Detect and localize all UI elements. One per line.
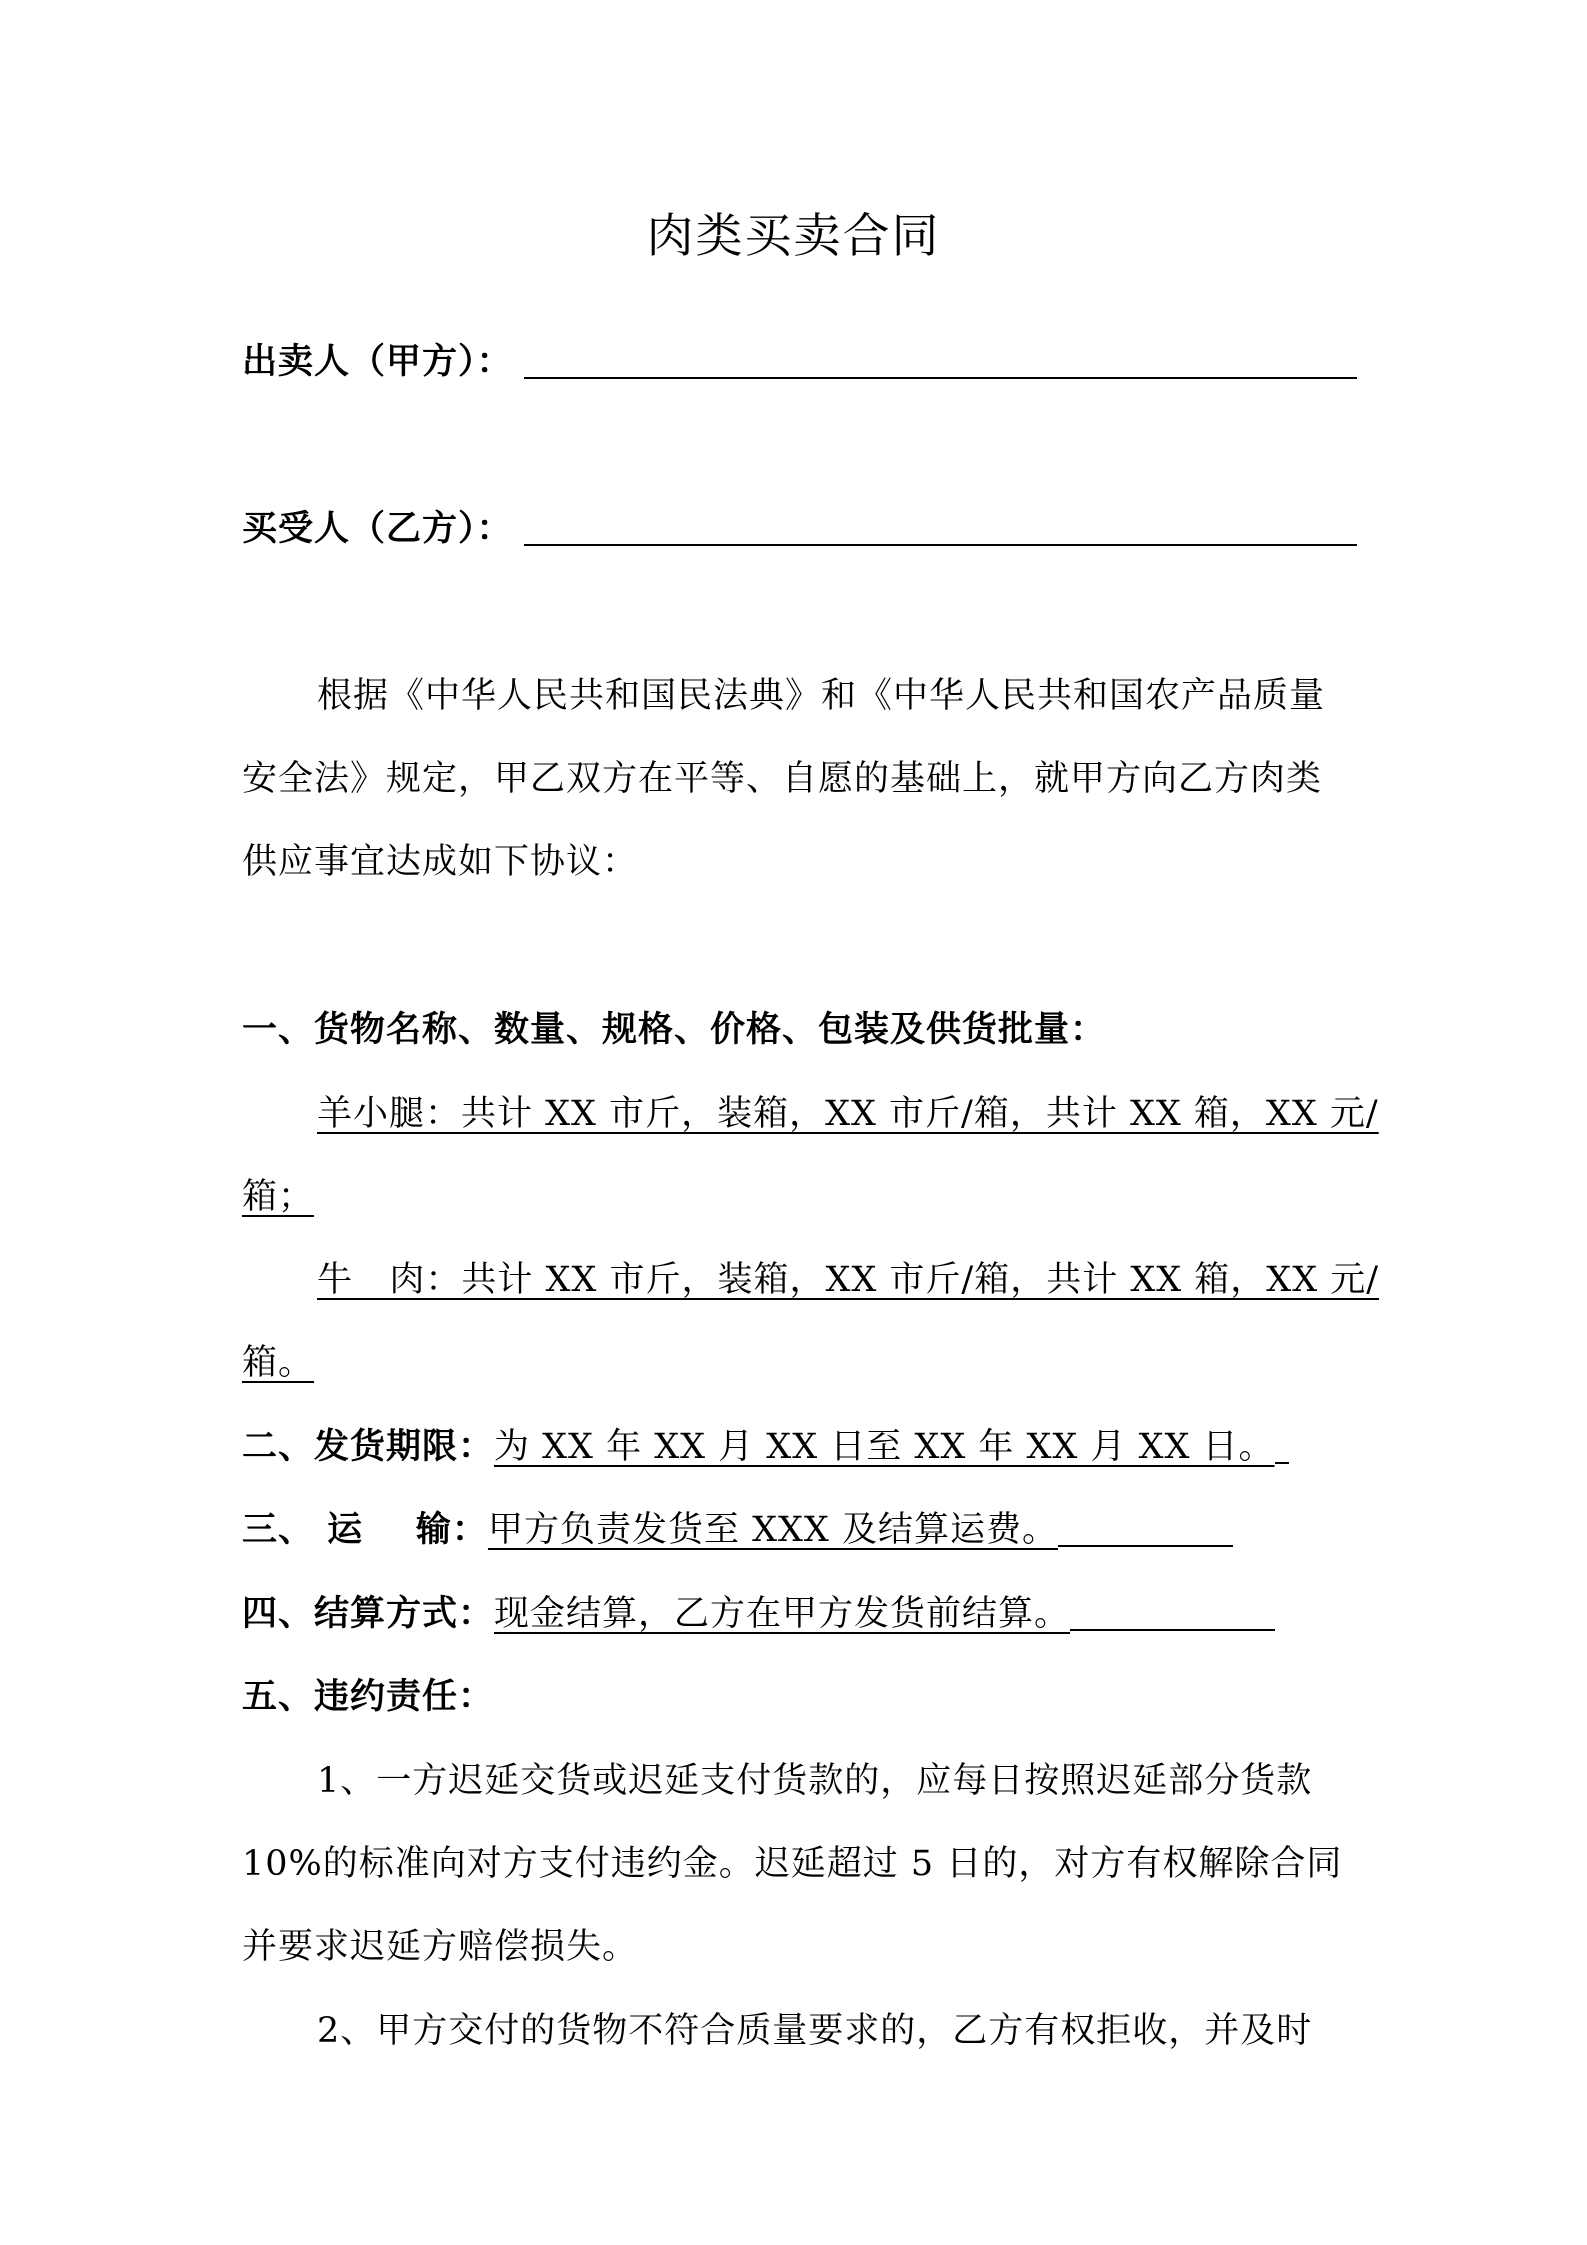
item-beef-line-1	[242, 1256, 1380, 1304]
item-lamb-line-1	[242, 1090, 1379, 1138]
item-lamb-text-1: 羊小腿：共计 XX 市斤，装箱，XX 市斤/箱，共计 XX 箱，XX 元/	[317, 1094, 1379, 1134]
section-5-heading: 五、违约责任：	[242, 1676, 495, 1717]
section-2-value: 为 XX 年 XX 月 XX 日至 XX 年 XX 月 XX 日。	[494, 1427, 1275, 1467]
clause-2-line-1: 2、甲方交付的货物不符合质量要求的，乙方有权拒收，并及时	[317, 2011, 1313, 2051]
item-beef-text-1: 牛 肉：共计 XX 市斤，装箱，XX 市斤/箱，共计 XX 箱，XX 元/	[317, 1260, 1380, 1300]
section-2-label: 二、发货期限：	[242, 1426, 495, 1467]
section-4	[242, 1590, 1357, 1638]
item-lamb-line-2	[242, 1173, 1357, 1221]
section-3	[242, 1506, 1357, 1554]
buyer-fill-line[interactable]	[524, 544, 1357, 546]
clause-1-line-2: 10%的标准向对方支付违约金。迟延超过 5 日的，对方有权解除合同	[242, 1844, 1343, 1884]
section-1-heading: 一、货物名称、数量、规格、价格、包装及供货批量：	[242, 1009, 1107, 1050]
section-4-label: 四、结算方式：	[242, 1593, 495, 1634]
section-3-blank	[1058, 1511, 1233, 1547]
item-beef-text-2: 箱。	[242, 1343, 315, 1383]
section-4-blank	[1070, 1595, 1275, 1631]
section-3-value: 甲方负责发货至 XXX 及结算运费。	[487, 1510, 1058, 1550]
clause-1-line-3: 并要求迟延方赔偿损失。	[242, 1927, 639, 1967]
document-title: 肉类买卖合同	[646, 209, 941, 264]
item-lamb-text-2: 箱；	[242, 1177, 315, 1217]
buyer-label: 买受人（乙方）：	[242, 508, 513, 549]
section-4-value: 现金结算，乙方在甲方发货前结算。	[494, 1594, 1071, 1634]
preamble-line-2: 安全法》规定，甲乙双方在平等、自愿的基础上，就甲方向乙方肉类	[242, 759, 1323, 799]
section-3-label: 三、 运 输：	[242, 1509, 488, 1550]
item-beef-line-2	[242, 1339, 1357, 1387]
preamble-line-3: 供应事宜达成如下协议：	[242, 842, 639, 882]
section-2-blank	[1275, 1428, 1289, 1464]
seller-fill-line[interactable]	[524, 377, 1357, 379]
seller-label: 出卖人（甲方）：	[242, 341, 513, 382]
section-2	[242, 1423, 1357, 1471]
preamble-line-1: 根据《中华人民共和国民法典》和《中华人民共和国农产品质量	[317, 676, 1326, 716]
clause-1-line-1: 1、一方迟延交货或迟延支付货款的，应每日按照迟延部分货款	[317, 1761, 1313, 1801]
